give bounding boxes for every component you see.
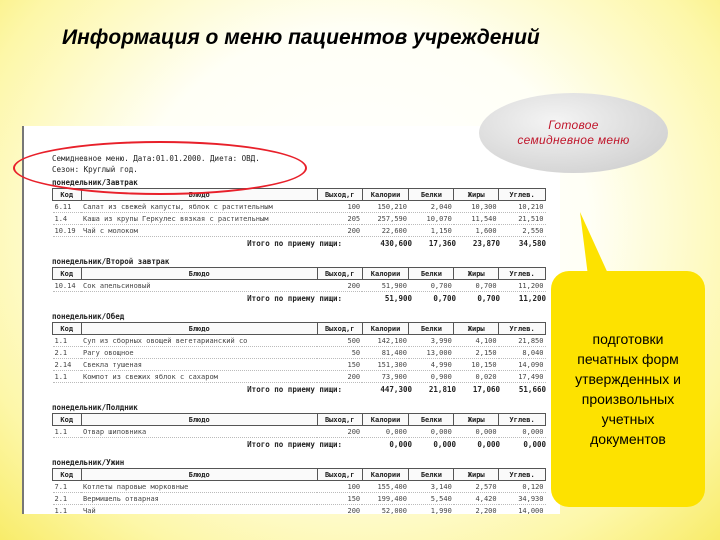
table-cell: 10,210 <box>499 201 546 213</box>
total-value: 0,700 <box>433 294 456 303</box>
table-cell: Суп из сборных овощей вегетарианский со <box>81 335 317 347</box>
column-header: Выход,г <box>317 469 362 481</box>
table-cell: 2,150 <box>454 347 499 359</box>
table-cell: 200 <box>317 225 362 237</box>
total-value: 430,600 <box>380 239 412 248</box>
table-cell: 34,930 <box>499 493 546 505</box>
column-header: Белки <box>409 268 454 280</box>
column-header: Калории <box>362 414 409 426</box>
column-header: Жиры <box>454 414 499 426</box>
table-cell: 8,040 <box>499 347 546 359</box>
table-cell: 81,400 <box>362 347 409 359</box>
table-cell: 2,200 <box>454 505 499 515</box>
column-header: Калории <box>362 323 409 335</box>
total-value: 34,580 <box>518 239 546 248</box>
callout-label: подготовки печатных форм утвержденных и произвольных учетных документов <box>575 331 681 447</box>
table-cell: Каша из крупы Геркулес вязкая с растительным <box>81 213 317 225</box>
ready-menu-bubble <box>479 93 668 173</box>
slide-title: Информация о меню пациентов учреждений <box>62 26 540 49</box>
table-cell: 10,070 <box>409 213 454 225</box>
table-cell: 21,510 <box>499 213 546 225</box>
total-value: 0,000 <box>433 440 456 449</box>
column-header: Блюдо <box>81 469 317 481</box>
column-header: Жиры <box>454 469 499 481</box>
print-forms-callout <box>551 271 705 507</box>
column-header: Код <box>53 414 82 426</box>
table-cell: 3,990 <box>409 335 454 347</box>
table-cell: 199,400 <box>362 493 409 505</box>
table-cell: 21,850 <box>499 335 546 347</box>
column-header: Калории <box>362 268 409 280</box>
table-cell: 4,990 <box>409 359 454 371</box>
column-header: Белки <box>409 323 454 335</box>
table-cell: 2,570 <box>454 481 499 493</box>
column-header: Белки <box>409 189 454 201</box>
table-cell: Компот из свежих яблок с сахаром <box>81 371 317 383</box>
table-cell: 1.1 <box>53 335 82 347</box>
table-cell: 150 <box>317 359 362 371</box>
table-cell: 0,020 <box>454 371 499 383</box>
table-cell: 205 <box>317 213 362 225</box>
table-cell: 0,000 <box>409 426 454 438</box>
table-cell: 14,090 <box>499 359 546 371</box>
table-cell: Свекла тушеная <box>81 359 317 371</box>
table-cell: 11,540 <box>454 213 499 225</box>
column-header: Жиры <box>454 189 499 201</box>
total-value: 17,360 <box>428 239 456 248</box>
table-cell: 13,000 <box>409 347 454 359</box>
table-cell: Чай с молоком <box>81 225 317 237</box>
table-cell: 2,550 <box>499 225 546 237</box>
table-cell: 0,000 <box>499 426 546 438</box>
total-value: 0,000 <box>389 440 412 449</box>
table-cell: 5,540 <box>409 493 454 505</box>
report-header-line: Сезон: Круглый год. <box>52 165 138 174</box>
table-cell: 4,100 <box>454 335 499 347</box>
table-cell: 52,000 <box>362 505 409 515</box>
total-value: 11,200 <box>518 294 546 303</box>
column-header: Углев. <box>499 414 546 426</box>
table-cell: 1.1 <box>53 426 82 438</box>
table-cell: 1.4 <box>53 213 82 225</box>
table-cell: 100 <box>317 201 362 213</box>
column-header: Код <box>53 268 82 280</box>
section-title: понедельник/Полдник <box>52 403 138 412</box>
table-cell: 22,600 <box>362 225 409 237</box>
total-label: Итого по приему пищи: <box>247 239 342 248</box>
table-cell: 73,900 <box>362 371 409 383</box>
table-cell: 200 <box>317 505 362 515</box>
total-value: 0,000 <box>523 440 546 449</box>
table-cell: 100 <box>317 481 362 493</box>
table-cell: 2.1 <box>53 493 82 505</box>
table-cell: 17,490 <box>499 371 546 383</box>
column-header: Выход,г <box>317 414 362 426</box>
column-header: Выход,г <box>317 268 362 280</box>
table-cell: Котлеты паровые морковные <box>81 481 317 493</box>
table-cell: 257,590 <box>362 213 409 225</box>
column-header: Жиры <box>454 323 499 335</box>
column-header: Блюдо <box>81 414 317 426</box>
table-cell: 1.1 <box>53 371 82 383</box>
table-cell: 1,990 <box>409 505 454 515</box>
table-cell: 1.1 <box>53 505 82 515</box>
table-cell: 10,300 <box>454 201 499 213</box>
total-label: Итого по приему пищи: <box>247 294 342 303</box>
table-cell: 10.19 <box>53 225 82 237</box>
section-title: понедельник/Второй завтрак <box>52 257 170 266</box>
section-title: понедельник/Обед <box>52 312 125 321</box>
column-header: Блюдо <box>81 189 317 201</box>
column-header: Белки <box>409 469 454 481</box>
column-header: Белки <box>409 414 454 426</box>
column-header: Углев. <box>499 189 546 201</box>
table-cell: Рагу овощное <box>81 347 317 359</box>
table-cell: 4,420 <box>454 493 499 505</box>
table-cell: 1,600 <box>454 225 499 237</box>
column-header: Калории <box>362 469 409 481</box>
column-header: Углев. <box>499 268 546 280</box>
total-value: 21,810 <box>428 385 456 394</box>
table-cell: Вермишель отварная <box>81 493 317 505</box>
total-value: 447,300 <box>380 385 412 394</box>
column-header: Код <box>53 469 82 481</box>
total-value: 0,700 <box>477 294 500 303</box>
table-cell: 0,000 <box>454 426 499 438</box>
column-header: Выход,г <box>317 323 362 335</box>
table-cell: 10,150 <box>454 359 499 371</box>
table-cell: 50 <box>317 347 362 359</box>
total-label: Итого по приему пищи: <box>247 440 342 449</box>
section-title: понедельник/Завтрак <box>52 178 138 187</box>
table-cell: 150 <box>317 493 362 505</box>
table-cell: 0,120 <box>499 481 546 493</box>
report-header-line: Семидневное меню. Дата:01.01.2000. Диета: ОВД. <box>52 154 260 163</box>
total-value: 51,660 <box>518 385 546 394</box>
table-cell: 51,900 <box>362 280 409 292</box>
table-cell: 200 <box>317 426 362 438</box>
total-value: 23,870 <box>472 239 500 248</box>
column-header: Код <box>53 189 82 201</box>
table-cell: 11,200 <box>499 280 546 292</box>
table-cell: 151,300 <box>362 359 409 371</box>
table-cell: 7.1 <box>53 481 82 493</box>
table-cell: 0,700 <box>409 280 454 292</box>
table-cell: 14,000 <box>499 505 546 515</box>
column-header: Блюдо <box>81 323 317 335</box>
table-cell: 0,700 <box>454 280 499 292</box>
table-cell: Сок апельсиновый <box>81 280 317 292</box>
table-cell: 2.1 <box>53 347 82 359</box>
total-value: 0,000 <box>477 440 500 449</box>
column-header: Калории <box>362 189 409 201</box>
table-cell: 10.14 <box>53 280 82 292</box>
table-cell: 2.14 <box>53 359 82 371</box>
total-value: 51,900 <box>384 294 412 303</box>
bubble-label: Готовое семидневное меню <box>517 118 630 147</box>
table-cell: 150,210 <box>362 201 409 213</box>
table-cell: 200 <box>317 371 362 383</box>
column-header: Выход,г <box>317 189 362 201</box>
table-cell: 0,000 <box>362 426 409 438</box>
table-cell: Чай <box>81 505 317 515</box>
table-cell: 200 <box>317 280 362 292</box>
column-header: Блюдо <box>81 268 317 280</box>
column-header: Код <box>53 323 82 335</box>
column-header: Углев. <box>499 469 546 481</box>
column-header: Углев. <box>499 323 546 335</box>
table-cell: 1,150 <box>409 225 454 237</box>
table-cell: 155,400 <box>362 481 409 493</box>
total-value: 17,060 <box>472 385 500 394</box>
section-title: понедельник/Ужин <box>52 458 125 467</box>
table-cell: 142,100 <box>362 335 409 347</box>
table-cell: Отвар шиповника <box>81 426 317 438</box>
table-cell: 500 <box>317 335 362 347</box>
table-cell: 6.11 <box>53 201 82 213</box>
column-header: Жиры <box>454 268 499 280</box>
total-label: Итого по приему пищи: <box>247 385 342 394</box>
table-cell: 0,900 <box>409 371 454 383</box>
table-cell: 2,040 <box>409 201 454 213</box>
table-cell: Салат из свежей капусты, яблок с растительным <box>81 201 317 213</box>
table-cell: 3,140 <box>409 481 454 493</box>
